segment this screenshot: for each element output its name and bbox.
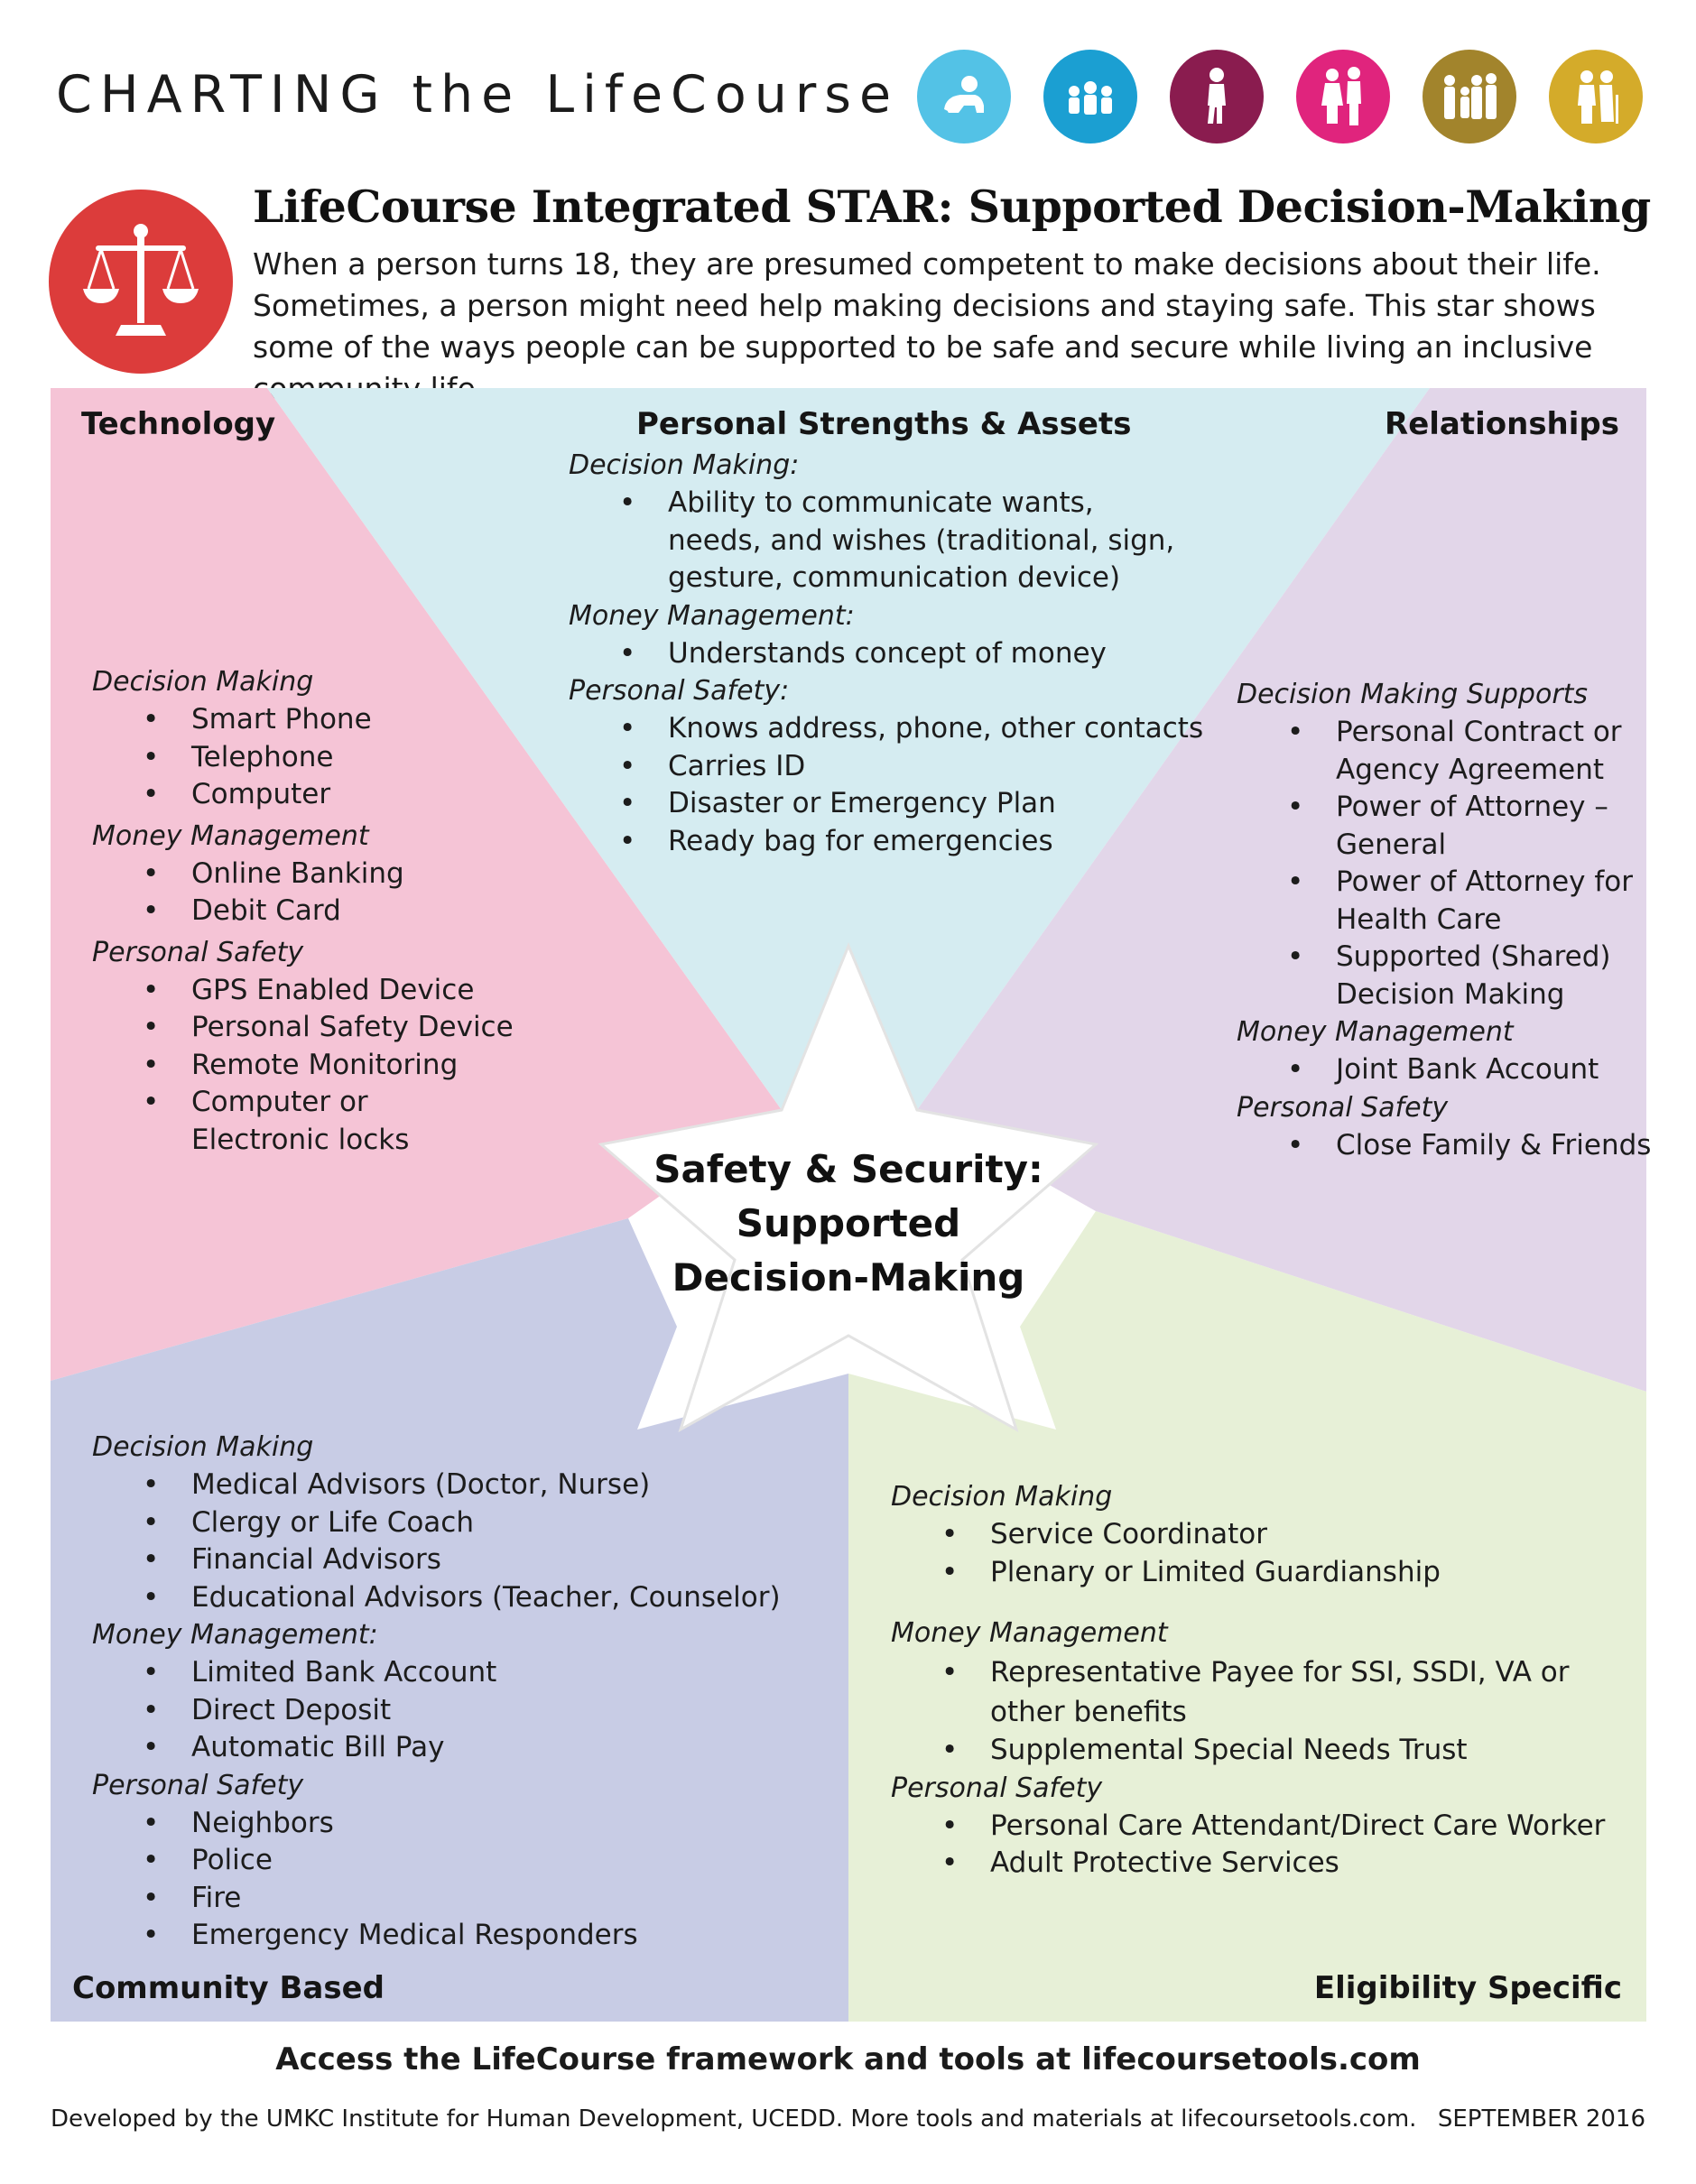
list-item: • Emergency Medical Responders [92,1917,796,1955]
item-list [1237,1127,1652,1165]
list-item: • Financial Advisors [92,1541,796,1579]
category-heading: Money Management: [92,1619,378,1651]
item-list [569,485,1219,597]
list-item: • Online Banking [92,856,525,893]
list-item: • Limited Bank Account [92,1654,796,1692]
list-item: • Service Coordinator [891,1516,1631,1554]
item-list [891,1516,1631,1591]
list-item: • Carries ID [569,748,1219,786]
category-heading: Money Management [92,819,369,852]
item-list [891,1808,1631,1883]
list-item: • Supported (Shared) Decision Making [1237,939,1652,1013]
developed-by-note: Developed by the UMKC Institute for Human Development, UCEDD. More tools and materials at lifecoursetools.com. [51,2105,1417,2133]
center-star-label [632,1143,1065,1305]
list-item: • Remote Monitoring [92,1047,516,1085]
item-list [1237,1051,1652,1089]
list-item: • Smart Phone [92,701,525,739]
eligibility-section [891,1478,1631,1883]
category-heading: Decision Making Supports [1237,679,1589,710]
list-item: • Police [92,1842,796,1880]
category-heading: Decision Making [891,1481,1113,1513]
eligibility-title: Eligibility Specific [1313,1970,1622,2006]
list-item: • Educational Advisors (Teacher, Counselor) [92,1579,796,1617]
list-item: • Personal Contract or Agency Agreement [1237,714,1652,789]
list-item: • Representative Payee for SSI, SSDI, VA or other benefits [891,1652,1604,1732]
category-heading: Personal Safety [92,1769,304,1801]
item-list [92,1654,796,1767]
scales-of-justice-icon [49,190,233,374]
list-item: • Ability to communicate wants, needs, and wishes (traditional, sign, gesture, communication device) [569,485,1191,597]
list-item: • GPS Enabled Device [92,972,516,1010]
list-item: • Adult Protective Services [891,1845,1631,1883]
relationships-section [1237,676,1652,1164]
category-heading: Money Management [891,1617,1168,1649]
list-item: • Direct Deposit [92,1692,796,1730]
list-item: • Neighbors [92,1805,796,1843]
access-link-text: Access the LifeCourse framework and tools at lifecoursetools.com [275,2041,1421,2078]
brand-title: CHARTING the LifeCourse [56,65,900,125]
list-item: • Knows address, phone, other contacts [569,710,1219,748]
list-item: • Joint Bank Account [1237,1051,1652,1089]
list-item: • Plenary or Limited Guardianship [891,1554,1631,1592]
item-list [92,1467,796,1616]
center-line-2: Supported [736,1201,961,1245]
personal-strengths-section [569,447,1219,860]
list-item: • Medical Advisors (Doctor, Nurse) [92,1467,796,1504]
item-list [92,1805,796,1955]
item-list [569,710,1219,860]
item-list [569,635,1219,673]
list-item: • Power of Attorney – General [1237,789,1652,864]
list-item: • Fire [92,1880,796,1918]
list-item: • Disaster or Emergency Plan [569,785,1219,823]
center-line-1: Safety & Security: [653,1147,1043,1191]
category-heading: Money Management [1237,1016,1514,1048]
list-item: • Clergy or Life Coach [92,1504,796,1542]
elderly-icon [1549,50,1643,143]
list-item: • Personal Care Attendant/Direct Care Worker [891,1808,1631,1846]
adults-icon [1296,50,1390,143]
item-list [92,701,525,814]
item-list [92,856,525,930]
category-heading: Decision Making: [569,449,800,481]
list-item: • Debit Card [92,893,525,930]
category-heading: Personal Safety [891,1772,1103,1804]
list-item: • Understands concept of money [569,635,1219,673]
list-item: • Computer [92,776,525,814]
center-line-3: Decision-Making [672,1255,1025,1300]
list-item: • Power of Attorney for Health Care [1237,864,1652,939]
technology-title: Technology [81,406,276,442]
community-title: Community Based [72,1970,385,2006]
list-item: • Computer or Electronic locks [92,1084,480,1159]
list-item: • Automatic Bill Pay [92,1729,796,1767]
relationships-title: Relationships [1385,406,1619,442]
item-list [891,1652,1631,1770]
list-item: • Personal Safety Device [92,1009,516,1047]
category-heading: Personal Safety [1237,1091,1449,1124]
family-icon [1423,50,1516,143]
category-heading: Decision Making [92,1431,314,1463]
baby-icon [917,50,1011,143]
list-item: • Ready bag for emergencies [569,823,1219,861]
category-heading: Personal Safety [92,936,304,968]
publication-date: SEPTEMBER 2016 [1437,2105,1645,2133]
category-heading: Personal Safety: [569,675,790,707]
list-item: • Supplemental Special Needs Trust [891,1732,1631,1770]
page-title: LifeCourse Integrated STAR: Supported Decision-Making [253,180,1651,233]
community-section [92,1429,796,1955]
intro-paragraph: When a person turns 18, they are presumed competent to make decisions about their life. Sometimes, a person might need help making decisions and staying safe. This star shows some of the ways people can be supported to be safe and secure while living an inclusive [253,246,1601,365]
item-list [1237,714,1652,1013]
personal-strengths-title: Personal Strengths & Assets [636,406,1132,442]
list-item: • Telephone [92,739,525,777]
category-heading: Money Management: [569,599,855,632]
list-item: • Close Family & Friends [1237,1127,1652,1165]
category-heading: Decision Making [92,666,314,698]
technology-section [92,663,525,1159]
item-list [92,972,516,1160]
teen-icon [1170,50,1264,143]
children-group-icon [1043,50,1137,143]
